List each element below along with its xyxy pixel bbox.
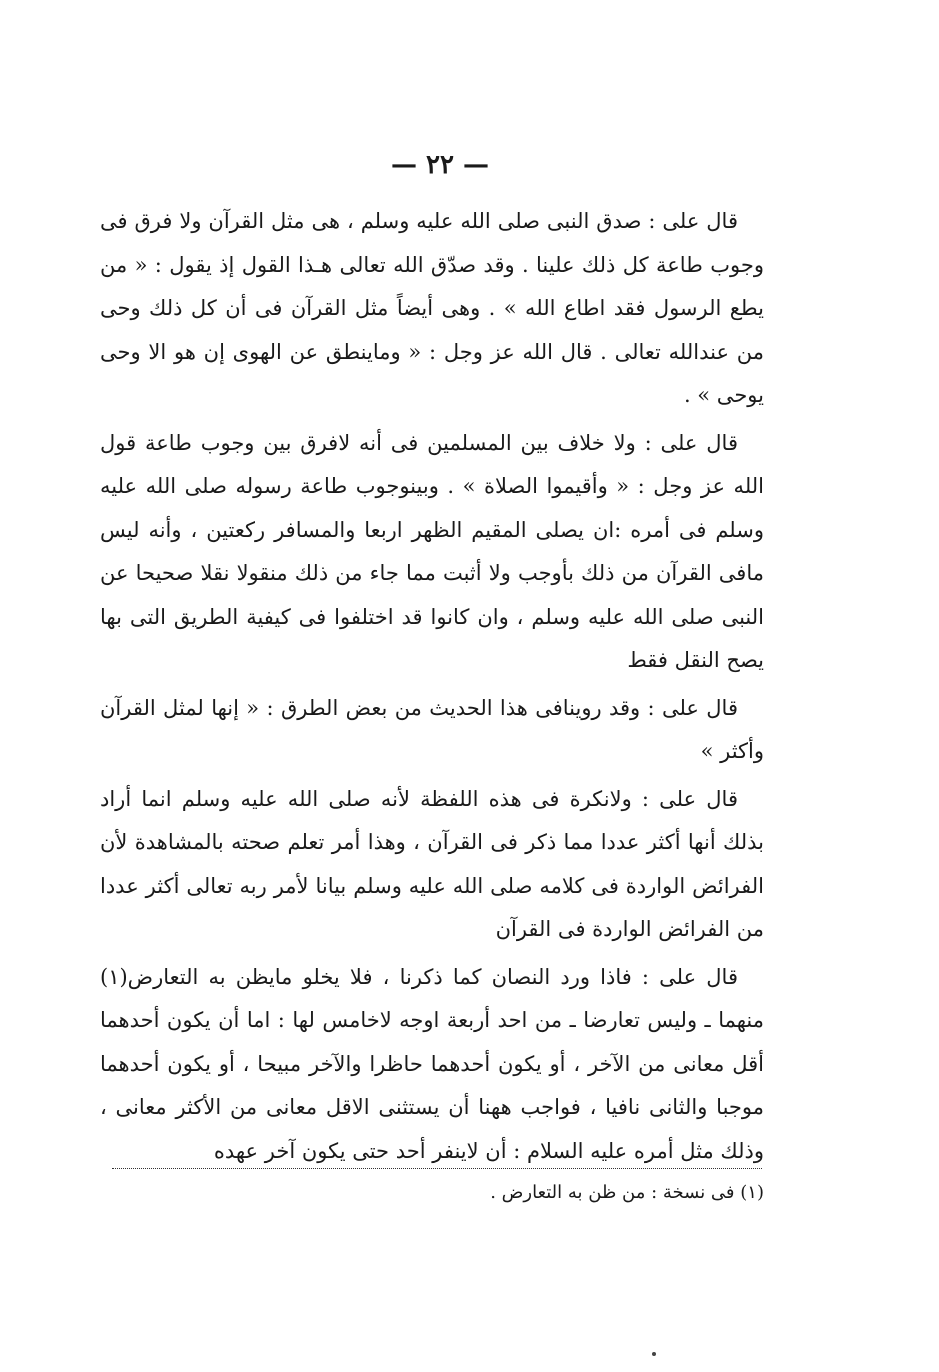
footnote: (١) فى نسخة : من ظن به التعارض . xyxy=(490,1182,764,1203)
footnote-divider xyxy=(112,1168,762,1169)
paragraph-5: قال على : فاذا ورد النصان كما ذكرنا ، فلا يخلو مايظن به التعارض(١) منهما ـ وليس تعارضا ـ من احد أربعة اوجه لاخامس لها : اما أن يكون أحدهما أقل معانى من الآخر ، أو يكون أحدهما حاظرا والآخر مبيحا ، أو يكون أحدهما موجبا والثانى نافيا ، فواجب ههنا أن يستثنى الاقل معانى من الأكثر معانى ، وذلك مثل أمره عليه السلام : أن لاينفر أحد حتى يكون آخر عهده xyxy=(100,964,764,1163)
paragraph-2: قال على : ولا خلاف بين المسلمين فى أنه لافرق بين وجوب طاعة قول الله عز وجل : « وأقيموا الصلاة » . وبينوجوب طاعة رسوله صلى الله عليه وسلم فى أمره :ان يصلى المقيم الظهر اربعا والمسافر ركعتين ، وأنه ليس مافى القرآن من ذلك بأوجب ولا أثبت مما جاء من ذلك منقولا نقلا صحيحا عن النبى صلى الله عليه وسلم ، وان كانوا قد اختلفوا فى كيفية الطريق التى بها يصح النقل فقط xyxy=(100,430,764,672)
paragraph-1: قال على : صدق النبى صلى الله عليه وسلم ، هى مثل القرآن ولا فرق فى وجوب طاعة كل ذلك علينا . وقد صدّق الله تعالى هـذا القول إذ يقول : « من يطع الرسول فقد اطاع الله » . وهى أيضاً مثل القرآن فى أن كل ذلك وحى من عندالله تعالى . قال الله عز وجل : « وماينطق عن الهوى إن هو الا وحى يوحى » . xyxy=(100,209,764,407)
body-text xyxy=(100,200,764,1177)
paragraph-4: قال على : ولانكرة فى هذه اللفظة لأنه صلى الله عليه وسلم انما أراد بذلك أنها أكثر عددا مما ذكر فى القرآن ، وهذا أمر تعلم صحته بالمشاهدة لأن الفرائض الواردة فى كلامه صلى الله عليه وسلم بيانا لأمر ربه تعالى أكثر عددا من الفرائض الواردة فى القرآن xyxy=(100,786,764,941)
paragraph-3: قال على : وقد روينافى هذا الحديث من بعض الطرق : « إنها لمثل القرآن وأكثر » xyxy=(100,695,764,763)
page-number: — ٢٢ — xyxy=(390,150,490,180)
print-speck xyxy=(652,1352,656,1356)
